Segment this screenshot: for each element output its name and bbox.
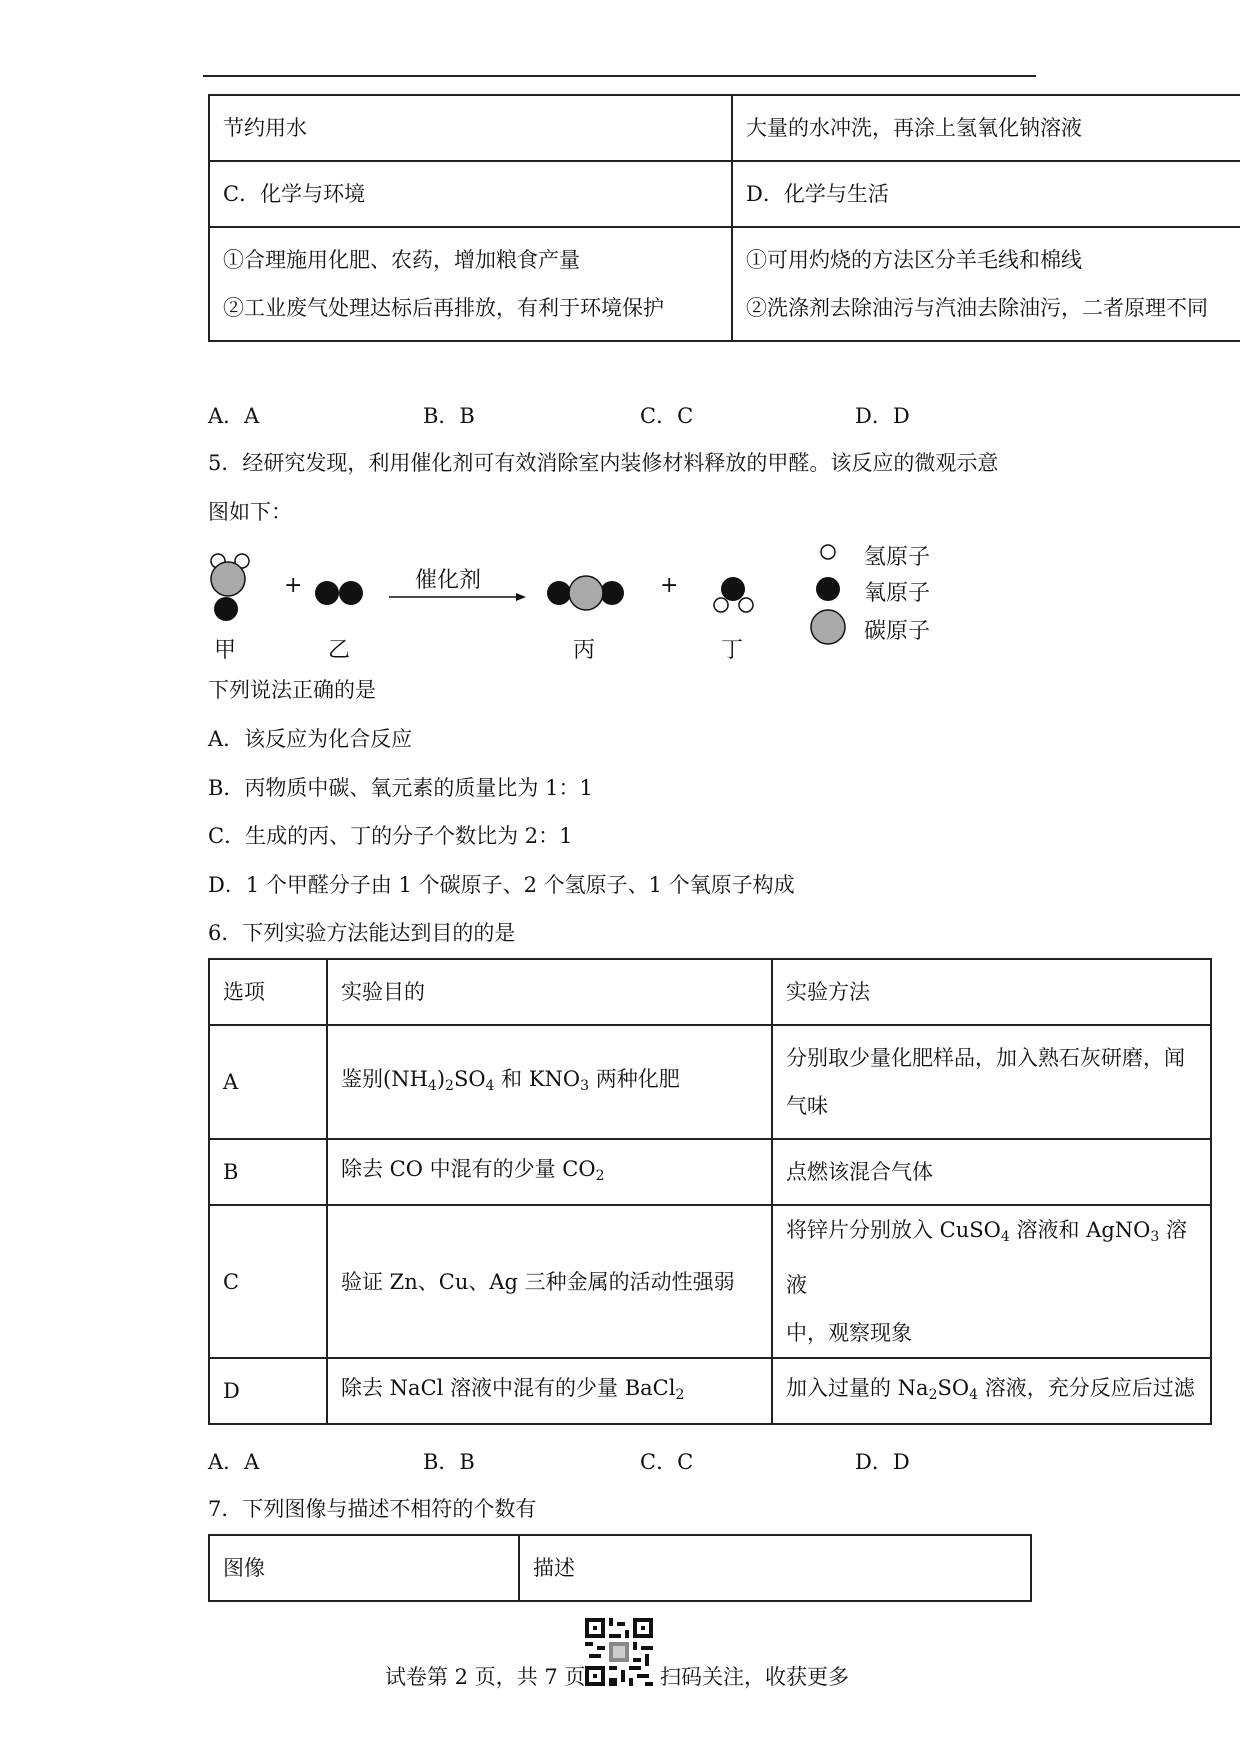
table-row bbox=[209, 1025, 1211, 1139]
q5-prompt: 下列说法正确的是 bbox=[208, 678, 376, 702]
header-rule bbox=[203, 75, 1036, 77]
q5-option-c[interactable]: C．生成的丙、丁的分子个数比为 2：1 bbox=[208, 824, 573, 848]
molecule-oxygen bbox=[315, 581, 363, 605]
q6-row-c-option: C bbox=[209, 1205, 327, 1358]
q6-stem: 6．下列实验方法能达到目的的是 bbox=[208, 921, 516, 945]
label-ding: 丁 bbox=[721, 638, 744, 663]
q6-row-c-method: 将锌片分别放入 CuSO$_4$ 溶液和 AgNO$_3$ 溶液 中，观察现象 bbox=[772, 1205, 1211, 1358]
qr-code-icon[interactable] bbox=[585, 1618, 653, 1686]
table-row bbox=[209, 1358, 1211, 1424]
q4-cell-left-3: ①合理施用化肥、农药，增加粮食产量 ②工业废气处理达标后再排放，有利于环境保护 bbox=[209, 227, 732, 341]
q6-row-a-method: 分别取少量化肥样品，加入熟石灰研磨，闻 气味 bbox=[772, 1025, 1211, 1139]
legend-hydrogen: 氢原子 bbox=[864, 545, 931, 570]
q7-header-description: 描述 bbox=[519, 1535, 1031, 1601]
q4-cell-right-3: ①可用灼烧的方法区分羊毛线和棉线 ②洗涤剂去除油污与汽油去除油污，二者原理不同 bbox=[732, 227, 1240, 341]
q4-cell-left-2: C．化学与环境 bbox=[209, 161, 732, 227]
legend-symbols bbox=[811, 545, 845, 644]
footer-scan-prompt: 扫码关注，收获更多 bbox=[660, 1665, 849, 1689]
q6-header-purpose: 实验目的 bbox=[327, 959, 772, 1025]
q6-row-d-purpose: 除去 NaCl 溶液中混有的少量 BaCl$_2$ bbox=[327, 1358, 772, 1424]
q6-row-d-method: 加入过量的 $Na_2SO_4$ 溶液，充分反应后过滤 bbox=[772, 1358, 1211, 1424]
q6-option-a[interactable]: A．A bbox=[208, 1450, 260, 1474]
q4-table bbox=[208, 94, 1240, 342]
q4-cell-right-2: D．化学与生活 bbox=[732, 161, 1240, 227]
q4-option-a[interactable]: A．A bbox=[208, 404, 260, 428]
q4-cell-right-1: 大量的水冲洗，再涂上氢氧化钠溶液 bbox=[732, 95, 1240, 161]
q6-options bbox=[208, 1446, 1008, 1476]
q5-stem-line1: 5．经研究发现，利用催化剂可有效消除室内装修材料释放的甲醛。该反应的微观示意 bbox=[208, 451, 999, 475]
table-row bbox=[209, 1139, 1211, 1205]
plus-sign-2: + bbox=[660, 573, 679, 598]
legend-oxygen: 氧原子 bbox=[864, 581, 931, 606]
q6-row-b-purpose: 除去 CO 中混有的少量 $CO_2$ bbox=[327, 1139, 772, 1205]
label-jia: 甲 bbox=[214, 638, 237, 663]
q6-row-c-purpose: 验证 Zn、Cu、Ag 三种金属的活动性强弱 bbox=[327, 1205, 772, 1358]
molecule-co2 bbox=[547, 576, 624, 610]
q7-header-image: 图像 bbox=[209, 1535, 519, 1601]
q4-option-d[interactable]: D．D bbox=[855, 404, 910, 428]
q4-options bbox=[208, 400, 1008, 430]
q6-option-d[interactable]: D．D bbox=[855, 1450, 910, 1474]
q6-option-c[interactable]: C．C bbox=[640, 1450, 694, 1474]
label-bing: 丙 bbox=[573, 638, 596, 663]
q4-option-c[interactable]: C．C bbox=[640, 404, 694, 428]
q6-row-a-purpose: 鉴别$(NH_4)_2SO_4$ 和 $KNO_3$ 两种化肥 bbox=[327, 1025, 772, 1139]
q7-stem: 7．下列图像与描述不相符的个数有 bbox=[208, 1497, 537, 1521]
q4-option-b[interactable]: B．B bbox=[423, 404, 475, 428]
q5-stem-line2: 图如下： bbox=[208, 500, 292, 524]
q7-table bbox=[208, 1534, 1032, 1602]
q6-row-a-option: A bbox=[209, 1025, 327, 1139]
catalyst-label: 催化剂 bbox=[415, 568, 482, 593]
q6-row-b-option: B bbox=[209, 1139, 327, 1205]
legend-carbon: 碳原子 bbox=[864, 619, 931, 644]
label-yi: 乙 bbox=[328, 638, 351, 663]
molecule-formaldehyde bbox=[211, 554, 249, 621]
plus-sign-1: + bbox=[284, 573, 303, 598]
molecule-water bbox=[714, 577, 753, 612]
q6-header-method: 实验方法 bbox=[772, 959, 1211, 1025]
q6-row-d-option: D bbox=[209, 1358, 327, 1424]
footer-page-info: 试卷第 2 页，共 7 页 bbox=[385, 1665, 586, 1689]
q6-option-b[interactable]: B．B bbox=[423, 1450, 475, 1474]
reaction-diagram bbox=[200, 540, 960, 670]
q6-row-b-method: 点燃该混合气体 bbox=[772, 1139, 1211, 1205]
q5-option-a[interactable]: A．该反应为化合反应 bbox=[208, 727, 413, 751]
q4-cell-left-1: 节约用水 bbox=[209, 95, 732, 161]
reaction-arrow bbox=[389, 593, 526, 601]
q5-option-d[interactable]: D．1 个甲醛分子由 1 个碳原子、2 个氢原子、1 个氧原子构成 bbox=[208, 873, 795, 897]
q5-option-b[interactable]: B．丙物质中碳、氧元素的质量比为 1：1 bbox=[208, 776, 593, 800]
q6-table bbox=[208, 958, 1212, 1425]
q6-header-option: 选项 bbox=[209, 959, 327, 1025]
table-row bbox=[209, 1205, 1211, 1358]
